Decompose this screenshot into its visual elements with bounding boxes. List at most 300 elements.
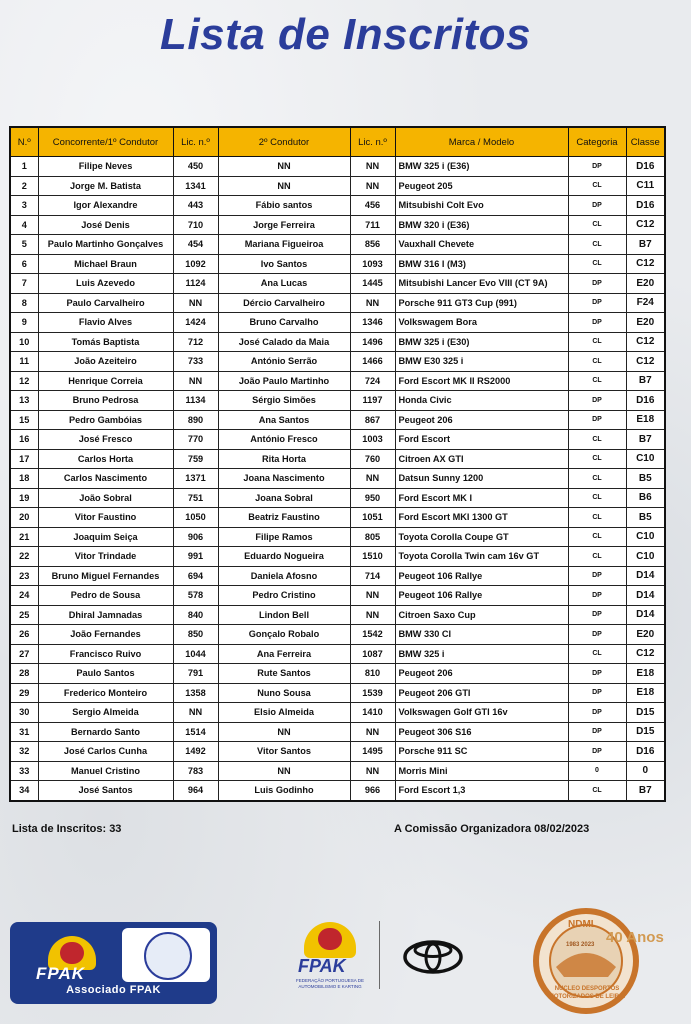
cell-driver1: João Sobral <box>38 488 173 508</box>
cell-license2: NN <box>350 176 395 196</box>
table-row <box>10 625 665 645</box>
cell-license2: 1087 <box>350 644 395 664</box>
cell-category: DP <box>568 196 626 216</box>
cell-category: DP <box>568 683 626 703</box>
cell-class: B5 <box>626 469 665 489</box>
cell-license1: 783 <box>173 761 218 781</box>
cell-model: BMW 325 i (E30) <box>395 332 568 352</box>
ndml-top-text: NDML <box>568 919 597 930</box>
table-row <box>10 566 665 586</box>
entries-table-container <box>9 126 664 802</box>
cell-license2: 711 <box>350 215 395 235</box>
cell-license2: 1466 <box>350 352 395 372</box>
table-row <box>10 664 665 684</box>
cell-driver1: Vitor Faustino <box>38 508 173 528</box>
cell-driver2: Beatriz Faustino <box>218 508 350 528</box>
cell-class: C12 <box>626 352 665 372</box>
cell-category: DP <box>568 586 626 606</box>
cell-driver1: José Fresco <box>38 430 173 450</box>
cell-category: CL <box>568 352 626 372</box>
cell-category: DP <box>568 566 626 586</box>
cell-driver2: Ana Lucas <box>218 274 350 294</box>
cell-model: BMW 320 i (E36) <box>395 215 568 235</box>
cell-class: C12 <box>626 332 665 352</box>
cell-model: Ford Escort 1,3 <box>395 781 568 801</box>
cell-model: Honda Civic <box>395 391 568 411</box>
cell-model: Ford Escort MKI 1300 GT <box>395 508 568 528</box>
cell-number: 3 <box>10 196 38 216</box>
cell-license2: 1496 <box>350 332 395 352</box>
cell-driver2: Bruno Carvalho <box>218 313 350 333</box>
cell-driver1: Pedro de Sousa <box>38 586 173 606</box>
cell-license1: 770 <box>173 430 218 450</box>
table-row <box>10 683 665 703</box>
cell-model: Ford Escort <box>395 430 568 450</box>
table-row <box>10 761 665 781</box>
cell-category: CL <box>568 235 626 255</box>
cell-license1: 443 <box>173 196 218 216</box>
cell-license2: 1197 <box>350 391 395 411</box>
cell-license2: NN <box>350 605 395 625</box>
cell-number: 12 <box>10 371 38 391</box>
cell-license1: 1124 <box>173 274 218 294</box>
cell-license2: 805 <box>350 527 395 547</box>
cell-category: DP <box>568 410 626 430</box>
cell-license1: 1371 <box>173 469 218 489</box>
entries-count: Lista de Inscritos: 33 <box>12 823 122 835</box>
cell-license1: 450 <box>173 157 218 177</box>
cell-category: DP <box>568 742 626 762</box>
cell-class: D14 <box>626 566 665 586</box>
cell-license1: 710 <box>173 215 218 235</box>
cell-category: DP <box>568 625 626 645</box>
cell-number: 30 <box>10 703 38 723</box>
table-row <box>10 586 665 606</box>
cell-category: DP <box>568 313 626 333</box>
cell-model: Volkswagen Golf GTI 16v <box>395 703 568 723</box>
cell-driver1: Joaquim Seiça <box>38 527 173 547</box>
cell-driver1: Igor Alexandre <box>38 196 173 216</box>
table-row <box>10 547 665 567</box>
header-class: Classe <box>626 127 665 157</box>
cell-model: BMW 325 i (E36) <box>395 157 568 177</box>
cell-class: D15 <box>626 722 665 742</box>
header-number: N.º <box>10 127 38 157</box>
cell-number: 2 <box>10 176 38 196</box>
cell-driver2: Ana Ferreira <box>218 644 350 664</box>
fpak-associado-logo <box>10 922 217 1004</box>
cell-class: C12 <box>626 644 665 664</box>
cell-driver2: NN <box>218 176 350 196</box>
cell-number: 32 <box>10 742 38 762</box>
cell-model: Citroen Saxo Cup <box>395 605 568 625</box>
cell-driver1: Bernardo Santo <box>38 722 173 742</box>
cell-license2: 810 <box>350 664 395 684</box>
cell-license1: 712 <box>173 332 218 352</box>
cell-driver1: Bruno Miguel Fernandes <box>38 566 173 586</box>
cell-license2: NN <box>350 761 395 781</box>
cell-license2: 1445 <box>350 274 395 294</box>
cell-model: Peugeot 106 Rallye <box>395 586 568 606</box>
cell-license2: NN <box>350 469 395 489</box>
cell-class: B6 <box>626 488 665 508</box>
cell-number: 5 <box>10 235 38 255</box>
cell-model: Mitsubishi Colt Evo <box>395 196 568 216</box>
fpak-federation-logo <box>290 922 370 994</box>
cell-number: 19 <box>10 488 38 508</box>
cell-driver1: Michael Braun <box>38 254 173 274</box>
cell-model: Peugeot 206 <box>395 410 568 430</box>
cell-category: CL <box>568 469 626 489</box>
cell-class: C12 <box>626 215 665 235</box>
table-row <box>10 742 665 762</box>
table-row <box>10 527 665 547</box>
table-row <box>10 605 665 625</box>
table-row <box>10 449 665 469</box>
cell-license1: 1050 <box>173 508 218 528</box>
cell-number: 16 <box>10 430 38 450</box>
cell-license1: 751 <box>173 488 218 508</box>
cell-driver2: Joana Sobral <box>218 488 350 508</box>
cell-license1: 791 <box>173 664 218 684</box>
cell-model: Datsun Sunny 1200 <box>395 469 568 489</box>
cell-class: C10 <box>626 527 665 547</box>
cell-category: CL <box>568 430 626 450</box>
cell-driver1: Bruno Pedrosa <box>38 391 173 411</box>
cell-number: 15 <box>10 410 38 430</box>
cell-driver1: Manuel Cristino <box>38 761 173 781</box>
cell-driver2: Pedro Cristino <box>218 586 350 606</box>
cell-number: 17 <box>10 449 38 469</box>
cell-license2: 1542 <box>350 625 395 645</box>
cell-model: BMW 325 i <box>395 644 568 664</box>
cell-license1: 1492 <box>173 742 218 762</box>
cell-driver2: Luis Godinho <box>218 781 350 801</box>
cell-class: C11 <box>626 176 665 196</box>
cell-license2: NN <box>350 586 395 606</box>
cell-driver2: Dércio Carvalheiro <box>218 293 350 313</box>
cell-model: Mitsubishi Lancer Evo VIII (CT 9A) <box>395 274 568 294</box>
cell-driver1: Paulo Martinho Gonçalves <box>38 235 173 255</box>
cell-license2: NN <box>350 722 395 742</box>
cell-license1: NN <box>173 293 218 313</box>
cell-category: CL <box>568 547 626 567</box>
cell-license1: 1092 <box>173 254 218 274</box>
cell-driver1: Filipe Neves <box>38 157 173 177</box>
page-title: Lista de Inscritos <box>160 10 531 59</box>
cell-driver1: João Azeiteiro <box>38 352 173 372</box>
cell-category: DP <box>568 605 626 625</box>
cell-model: Volkswagem Bora <box>395 313 568 333</box>
table-row <box>10 196 665 216</box>
cell-license2: 724 <box>350 371 395 391</box>
cell-number: 8 <box>10 293 38 313</box>
cell-number: 6 <box>10 254 38 274</box>
cell-driver2: Gonçalo Robalo <box>218 625 350 645</box>
cell-driver2: Sérgio Simões <box>218 391 350 411</box>
cell-license2: 1093 <box>350 254 395 274</box>
cell-model: Porsche 911 SC <box>395 742 568 762</box>
cell-model: Vauxhall Chevete <box>395 235 568 255</box>
cell-class: E18 <box>626 664 665 684</box>
table-row <box>10 254 665 274</box>
cell-model: Peugeot 205 <box>395 176 568 196</box>
cell-class: E20 <box>626 313 665 333</box>
cell-driver2: José Calado da Maia <box>218 332 350 352</box>
table-row <box>10 215 665 235</box>
cell-driver1: Henrique Correia <box>38 371 173 391</box>
table-row <box>10 176 665 196</box>
cell-number: 13 <box>10 391 38 411</box>
cell-driver1: Vitor Trindade <box>38 547 173 567</box>
cell-license1: NN <box>173 371 218 391</box>
toyota-logo-icon <box>403 940 463 979</box>
logo-divider <box>379 921 380 989</box>
cell-class: D16 <box>626 742 665 762</box>
cell-number: 26 <box>10 625 38 645</box>
cell-model: Toyota Corolla Coupe GT <box>395 527 568 547</box>
table-row <box>10 235 665 255</box>
cell-driver2: Elsio Almeida <box>218 703 350 723</box>
cell-driver2: Rita Horta <box>218 449 350 469</box>
cell-number: 1 <box>10 157 38 177</box>
cell-number: 4 <box>10 215 38 235</box>
cell-category: CL <box>568 644 626 664</box>
table-row <box>10 313 665 333</box>
cell-driver2: Filipe Ramos <box>218 527 350 547</box>
cell-class: B5 <box>626 508 665 528</box>
cell-license1: 964 <box>173 781 218 801</box>
cell-class: D16 <box>626 196 665 216</box>
cell-driver1: Flavio Alves <box>38 313 173 333</box>
cell-license1: 890 <box>173 410 218 430</box>
cell-license1: 1514 <box>173 722 218 742</box>
cell-driver2: Nuno Sousa <box>218 683 350 703</box>
ndml-40-anos-logo <box>528 905 668 1017</box>
cell-class: F24 <box>626 293 665 313</box>
cell-driver2: Jorge Ferreira <box>218 215 350 235</box>
cell-category: CL <box>568 508 626 528</box>
cell-class: E20 <box>626 274 665 294</box>
cell-class: B7 <box>626 781 665 801</box>
cell-class: B7 <box>626 371 665 391</box>
cell-category: 0 <box>568 761 626 781</box>
cell-category: DP <box>568 391 626 411</box>
ndml-name-text: NUCLEO DESPORTOS MOTORIZADOS DE LEIRIA <box>548 986 626 1000</box>
cell-model: BMW 330 CI <box>395 625 568 645</box>
cell-driver1: José Santos <box>38 781 173 801</box>
cell-number: 31 <box>10 722 38 742</box>
ndml-badge <box>122 928 210 982</box>
table-row <box>10 371 665 391</box>
cell-class: D16 <box>626 157 665 177</box>
cell-category: CL <box>568 527 626 547</box>
cell-driver2: António Serrão <box>218 352 350 372</box>
ndml-circle-icon <box>144 932 192 980</box>
cell-class: D14 <box>626 586 665 606</box>
fpak-left-text: FPAK <box>36 964 86 983</box>
cell-license1: 850 <box>173 625 218 645</box>
ndml-years-range: 1983 2023 <box>566 942 595 948</box>
cell-number: 33 <box>10 761 38 781</box>
cell-model: Porsche 911 GT3 Cup (991) <box>395 293 568 313</box>
fpak-emblem <box>18 928 110 982</box>
cell-category: CL <box>568 332 626 352</box>
cell-class: B7 <box>626 235 665 255</box>
cell-license1: 1341 <box>173 176 218 196</box>
cell-number: 20 <box>10 508 38 528</box>
cell-license2: 714 <box>350 566 395 586</box>
table-row <box>10 722 665 742</box>
header-model: Marca / Modelo <box>395 127 568 157</box>
table-row <box>10 391 665 411</box>
cell-number: 10 <box>10 332 38 352</box>
cell-category: DP <box>568 157 626 177</box>
cell-license2: 856 <box>350 235 395 255</box>
table-row <box>10 703 665 723</box>
cell-driver2: Joana Nascimento <box>218 469 350 489</box>
cell-driver1: José Denis <box>38 215 173 235</box>
table-row <box>10 488 665 508</box>
cell-driver1: Jorge M. Batista <box>38 176 173 196</box>
cell-license1: 840 <box>173 605 218 625</box>
cell-number: 27 <box>10 644 38 664</box>
table-row <box>10 469 665 489</box>
cell-driver1: Carlos Horta <box>38 449 173 469</box>
cell-license1: 1044 <box>173 644 218 664</box>
cell-number: 28 <box>10 664 38 684</box>
cell-license1: 759 <box>173 449 218 469</box>
fpak-federation-text: FEDERAÇÃO PORTUGUESA DE AUTOMOBILISMO E KARTING <box>296 978 364 989</box>
cell-category: DP <box>568 274 626 294</box>
table-row <box>10 293 665 313</box>
cell-model: Peugeot 306 S16 <box>395 722 568 742</box>
cell-number: 34 <box>10 781 38 801</box>
cell-class: D14 <box>626 605 665 625</box>
cell-category: CL <box>568 781 626 801</box>
cell-license2: NN <box>350 157 395 177</box>
header-license2: Lic. n.º <box>350 127 395 157</box>
cell-number: 25 <box>10 605 38 625</box>
cell-driver1: Sergio Almeida <box>38 703 173 723</box>
cell-category: DP <box>568 703 626 723</box>
cell-category: CL <box>568 371 626 391</box>
cell-driver1: Carlos Nascimento <box>38 469 173 489</box>
table-row <box>10 352 665 372</box>
header-driver1: Concorrente/1º Condutor <box>38 127 173 157</box>
cell-license2: 1051 <box>350 508 395 528</box>
cell-category: DP <box>568 722 626 742</box>
cell-number: 29 <box>10 683 38 703</box>
cell-license1: 991 <box>173 547 218 567</box>
cell-driver2: Mariana Figueiroa <box>218 235 350 255</box>
cell-number: 22 <box>10 547 38 567</box>
table-row <box>10 157 665 177</box>
cell-category: CL <box>568 176 626 196</box>
table-row <box>10 644 665 664</box>
cell-license1: 454 <box>173 235 218 255</box>
cell-class: E18 <box>626 683 665 703</box>
cell-license2: 1495 <box>350 742 395 762</box>
cell-driver1: Francisco Ruivo <box>38 644 173 664</box>
table-row <box>10 781 665 801</box>
cell-license2: 966 <box>350 781 395 801</box>
cell-category: CL <box>568 488 626 508</box>
organizing-committee-date: A Comissão Organizadora 08/02/2023 <box>394 823 590 835</box>
cell-class: C10 <box>626 547 665 567</box>
cell-driver2: NN <box>218 722 350 742</box>
table-body <box>10 157 665 801</box>
cell-class: E18 <box>626 410 665 430</box>
cell-driver2: Eduardo Nogueira <box>218 547 350 567</box>
cell-driver2: Vitor Santos <box>218 742 350 762</box>
cell-driver2: António Fresco <box>218 430 350 450</box>
table-row <box>10 332 665 352</box>
cell-driver2: Rute Santos <box>218 664 350 684</box>
cell-driver2: Ivo Santos <box>218 254 350 274</box>
cell-license1: 694 <box>173 566 218 586</box>
cell-class: D16 <box>626 391 665 411</box>
table-row <box>10 410 665 430</box>
cell-model: Ford Escort MK I <box>395 488 568 508</box>
cell-driver2: NN <box>218 761 350 781</box>
cell-number: 7 <box>10 274 38 294</box>
cell-category: DP <box>568 664 626 684</box>
cell-driver2: João Paulo Martinho <box>218 371 350 391</box>
cell-number: 18 <box>10 469 38 489</box>
cell-category: CL <box>568 215 626 235</box>
cell-model: Toyota Corolla Twin cam 16v GT <box>395 547 568 567</box>
cell-license2: 1003 <box>350 430 395 450</box>
cell-driver1: João Fernandes <box>38 625 173 645</box>
cell-license2: 1510 <box>350 547 395 567</box>
cell-license1: 578 <box>173 586 218 606</box>
cell-driver2: Ana Santos <box>218 410 350 430</box>
cell-number: 24 <box>10 586 38 606</box>
cell-class: E20 <box>626 625 665 645</box>
table-row <box>10 508 665 528</box>
cell-driver2: Fábio santos <box>218 196 350 216</box>
cell-driver1: Pedro Gambóias <box>38 410 173 430</box>
cell-class: 0 <box>626 761 665 781</box>
cell-license1: 1134 <box>173 391 218 411</box>
cell-driver1: Luis Azevedo <box>38 274 173 294</box>
cell-class: C12 <box>626 254 665 274</box>
fpak-center-text: FPAK <box>298 956 346 976</box>
cell-license2: NN <box>350 293 395 313</box>
cell-driver1: Tomás Baptista <box>38 332 173 352</box>
cell-category: CL <box>568 254 626 274</box>
cell-license1: 733 <box>173 352 218 372</box>
ndml-40-anos-text: 40 Anos <box>606 929 664 946</box>
cell-license2: 1346 <box>350 313 395 333</box>
cell-license2: 456 <box>350 196 395 216</box>
header-category: Categoria <box>568 127 626 157</box>
fpak-crest-icon <box>304 922 356 958</box>
cell-number: 11 <box>10 352 38 372</box>
cell-driver2: Daniela Afosno <box>218 566 350 586</box>
cell-driver1: Frederico Monteiro <box>38 683 173 703</box>
cell-class: B7 <box>626 430 665 450</box>
associado-text: Associado FPAK <box>66 984 161 996</box>
cell-driver2: NN <box>218 157 350 177</box>
cell-license2: 760 <box>350 449 395 469</box>
cell-model: Peugeot 206 GTI <box>395 683 568 703</box>
table-row <box>10 430 665 450</box>
cell-number: 23 <box>10 566 38 586</box>
cell-license1: 1358 <box>173 683 218 703</box>
cell-category: DP <box>568 293 626 313</box>
